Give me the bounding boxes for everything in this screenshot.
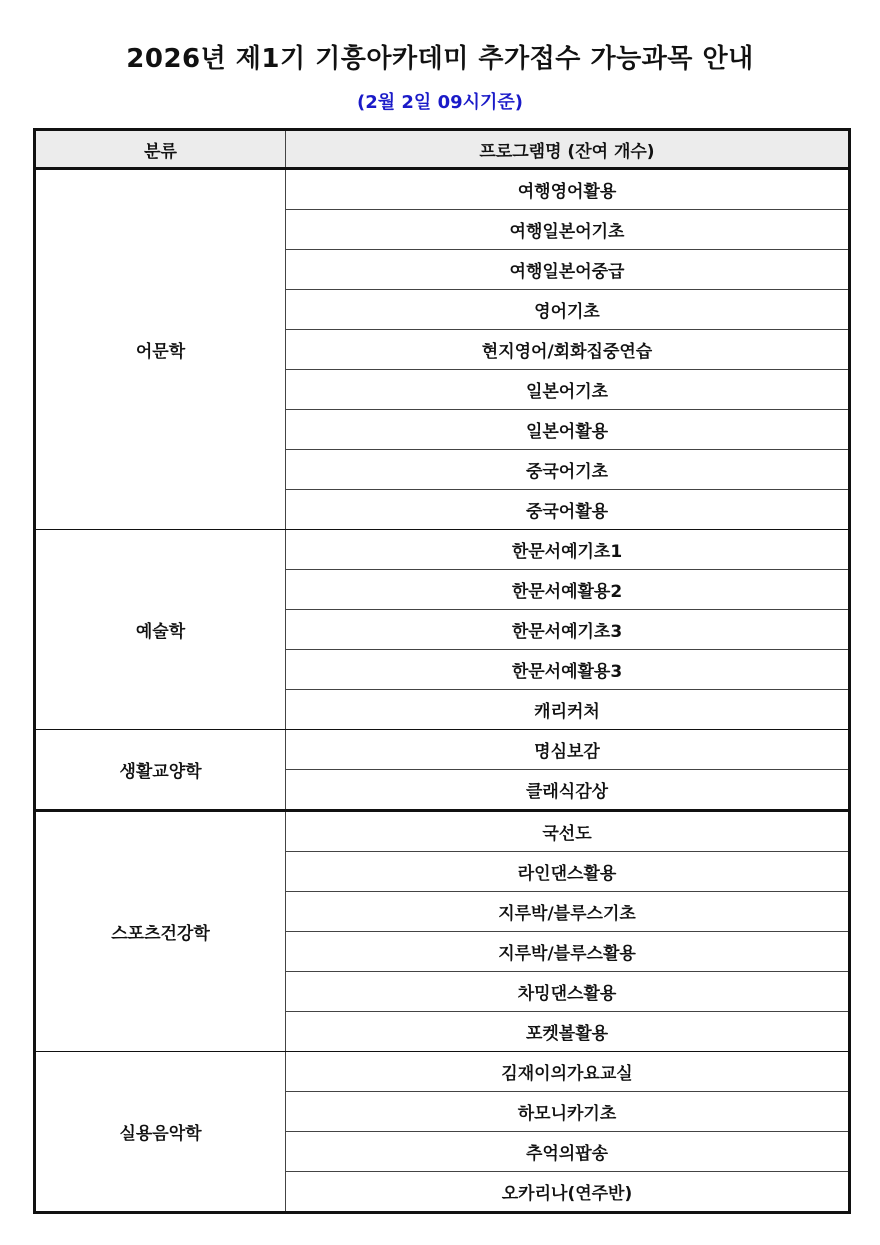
program-cell: 중국어기초 [286, 450, 850, 490]
program-cell: 한문서예기초1 [286, 530, 850, 570]
program-cell: 중국어활용 [286, 490, 850, 530]
program-cell: 지루박/블루스기초 [286, 892, 850, 932]
program-cell: 한문서예활용2 [286, 570, 850, 610]
program-cell: 지루박/블루스활용 [286, 932, 850, 972]
program-cell: 여행일본어중급 [286, 250, 850, 290]
header-program: 프로그램명 (잔여 개수) [286, 130, 850, 169]
table-header-row [35, 130, 850, 169]
program-cell: 캐리커처 [286, 690, 850, 730]
page-title: 2026년 제1기 기흥아카데미 추가접수 가능과목 안내 [126, 44, 754, 74]
table-row [35, 811, 850, 852]
table-body [35, 169, 850, 1213]
program-cell: 클래식감상 [286, 770, 850, 811]
program-cell: 여행영어활용 [286, 169, 850, 210]
category-cell: 예술학 [35, 530, 286, 730]
table-row [35, 169, 850, 210]
category-cell: 실용음악학 [35, 1052, 286, 1213]
table-row [35, 1052, 850, 1092]
table-row [35, 530, 850, 570]
table-row [35, 730, 850, 770]
program-cell: 차밍댄스활용 [286, 972, 850, 1012]
program-table [33, 128, 851, 1214]
program-cell: 일본어기초 [286, 370, 850, 410]
program-cell: 일본어활용 [286, 410, 850, 450]
page-subtitle: (2월 2일 09시기준) [356, 92, 524, 113]
category-cell: 어문학 [35, 169, 286, 530]
program-cell: 추억의팝송 [286, 1132, 850, 1172]
header-category: 분류 [35, 130, 286, 169]
program-cell: 오카리나(연주반) [286, 1172, 850, 1213]
program-cell: 한문서예활용3 [286, 650, 850, 690]
program-cell: 현지영어/회화집중연습 [286, 330, 850, 370]
category-cell: 스포츠건강학 [35, 811, 286, 1052]
program-cell: 국선도 [286, 811, 850, 852]
program-cell: 영어기초 [286, 290, 850, 330]
category-cell: 생활교양학 [35, 730, 286, 811]
program-cell: 하모니카기초 [286, 1092, 850, 1132]
program-cell: 김재이의가요교실 [286, 1052, 850, 1092]
program-cell: 명심보감 [286, 730, 850, 770]
program-cell: 포켓볼활용 [286, 1012, 850, 1052]
program-cell: 라인댄스활용 [286, 852, 850, 892]
program-cell: 여행일본어기초 [286, 210, 850, 250]
program-cell: 한문서예기초3 [286, 610, 850, 650]
